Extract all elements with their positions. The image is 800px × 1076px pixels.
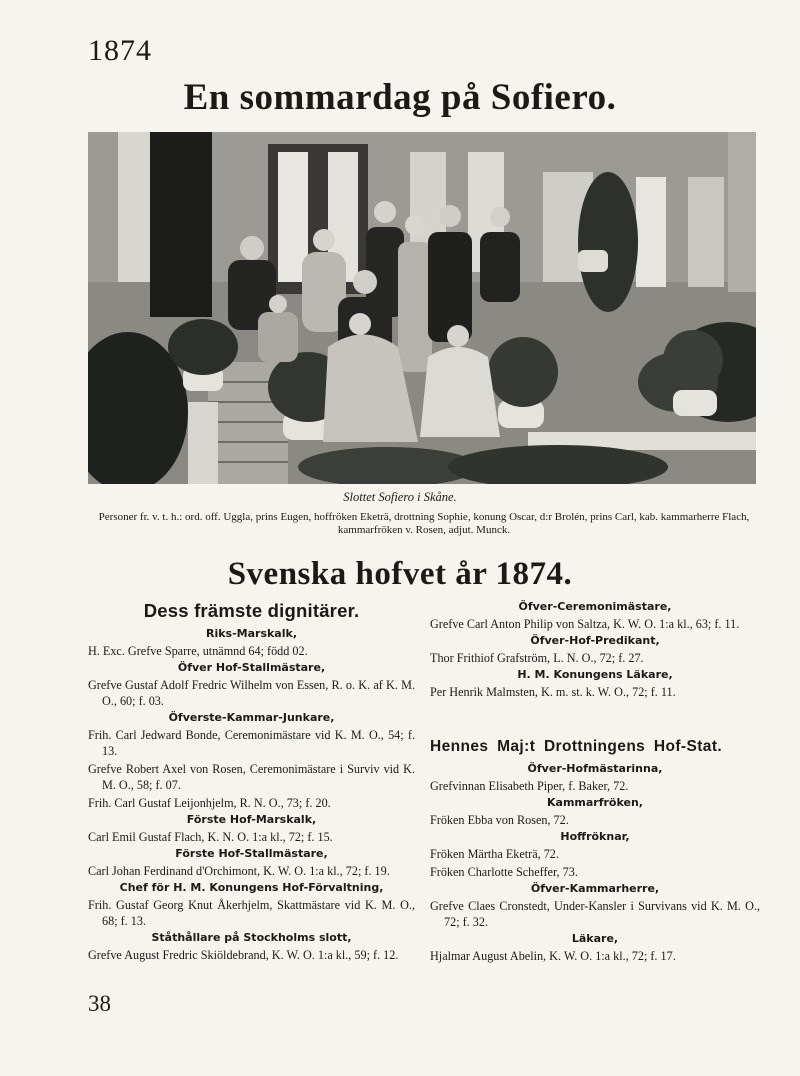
court-entry: Thor Frithiof Grafström, L. N. O., 72; f. 27. — [430, 651, 644, 665]
page-year: 1874 — [88, 34, 152, 67]
court-role-title: Förste Hof-Marskalk, — [186, 813, 317, 826]
queen-court-title: Hennes Maj:t Drottningens Hof-Stat. — [430, 738, 723, 755]
court-entry: H. Exc. Grefve Sparre, utnämnd 64; född 02. — [88, 644, 308, 658]
right-column — [430, 598, 760, 966]
court-entry: Frih. Carl Jedward Bonde, Ceremonimästare vid K. M. O., 54; f. 13. — [88, 728, 415, 758]
court-entry: Fröken Märtha Eketrä, 72. — [430, 847, 559, 861]
page-number: 38 — [88, 991, 111, 1016]
court-entry: Grefve August Fredric Skiöldebrand, K. W. O. 1:a kl., 59; f. 12. — [88, 948, 399, 962]
court-role-title: Öfver-Kammarherre, — [530, 882, 660, 895]
court-role-title: Riks-Marskalk, — [205, 627, 297, 640]
right-groups-top — [430, 600, 760, 700]
court-entry: Frih. Carl Gustaf Leijonhjelm, R. N. O., 73; f. 20. — [88, 796, 331, 810]
court-entry: Frih. Gustaf Georg Knut Åkerhjelm, Skattmästare vid K. M. O., 68; f. 13. — [88, 898, 415, 928]
court-entry: Per Henrik Malmsten, K. m. st. k. W. O., 72; f. 11. — [430, 685, 676, 699]
court-entry: Grefve Claes Cronstedt, Under-Kansler i Survivans vid K. M. O., 72; f. 32. — [430, 899, 760, 929]
court-role-title: Förste Hof-Stallmästare, — [175, 847, 328, 860]
court-role-title: Ståthållare på Stockholms slott, — [151, 931, 352, 944]
court-role-title: Läkare, — [571, 932, 619, 945]
section-title: Svenska hofvet år 1874. — [227, 556, 573, 592]
left-column — [88, 598, 415, 965]
left-groups — [88, 627, 415, 963]
court-entry: Carl Johan Ferdinand d'Orchimont, K. W. O. 1:a kl., 72; f. 19. — [88, 864, 390, 878]
photo-caption: Slottet Sofiero i Skåne. — [343, 490, 457, 504]
court-role-title: Öfver-Hof-Predikant, — [530, 634, 660, 647]
left-subtitle: Dess främste dignitärer. — [143, 600, 360, 621]
court-entry: Carl Emil Gustaf Flach, K. N. O. 1:a kl., 72; f. 15. — [88, 830, 333, 844]
court-entry: Grefve Gustaf Adolf Fredric Wilhelm von Essen, R. o. K. af K. M. O., 60; f. 03. — [88, 678, 415, 708]
court-entry: Grefve Robert Axel von Rosen, Ceremonimästare i Surviv vid K. M. O., 58; f. 07. — [88, 762, 415, 792]
court-entry: Grefve Carl Anton Philip von Saltza, K. W. O. 1:a kl., 63; f. 11. — [430, 617, 740, 631]
court-role-title: Chef för H. M. Konungens Hof-Förvaltning, — [119, 881, 384, 894]
court-role-title: Kammarfröken, — [547, 796, 643, 809]
page-title: En sommardag på Sofiero. — [183, 77, 617, 118]
court-role-title: Hoffröknar, — [560, 830, 630, 843]
court-role-title: H. M. Konungens Läkare, — [517, 668, 673, 681]
court-role-title: Öfver Hof-Stallmästare, — [177, 661, 326, 674]
historic-photograph — [88, 132, 756, 484]
court-role-title: Öfverste-Kammar-Junkare, — [168, 711, 335, 724]
court-role-title: Öfver-Ceremonimästare, — [518, 600, 672, 613]
court-entry: Grefvinnan Elisabeth Piper, f. Baker, 72. — [430, 779, 629, 793]
court-entry: Fröken Charlotte Scheffer, 73. — [430, 865, 578, 879]
court-entry: Hjalmar August Abelin, K. W. O. 1:a kl., 72; f. 17. — [430, 949, 676, 963]
court-entry: Fröken Ebba von Rosen, 72. — [430, 813, 569, 827]
photo-illustration — [88, 132, 756, 484]
right-groups-bottom — [430, 762, 760, 964]
photo-persons-list: Personer fr. v. t. h.: ord. off. Uggla, prins Eugen, hoffröken Eketrä, drottning Sophie, konung Oscar, d:r Brolén, prins Carl, kab. kammarherre Flach, kammarfröken v. Rosen, adjut. Munck. — [98, 511, 750, 536]
court-role-title: Öfver-Hofmästarinna, — [527, 762, 663, 775]
